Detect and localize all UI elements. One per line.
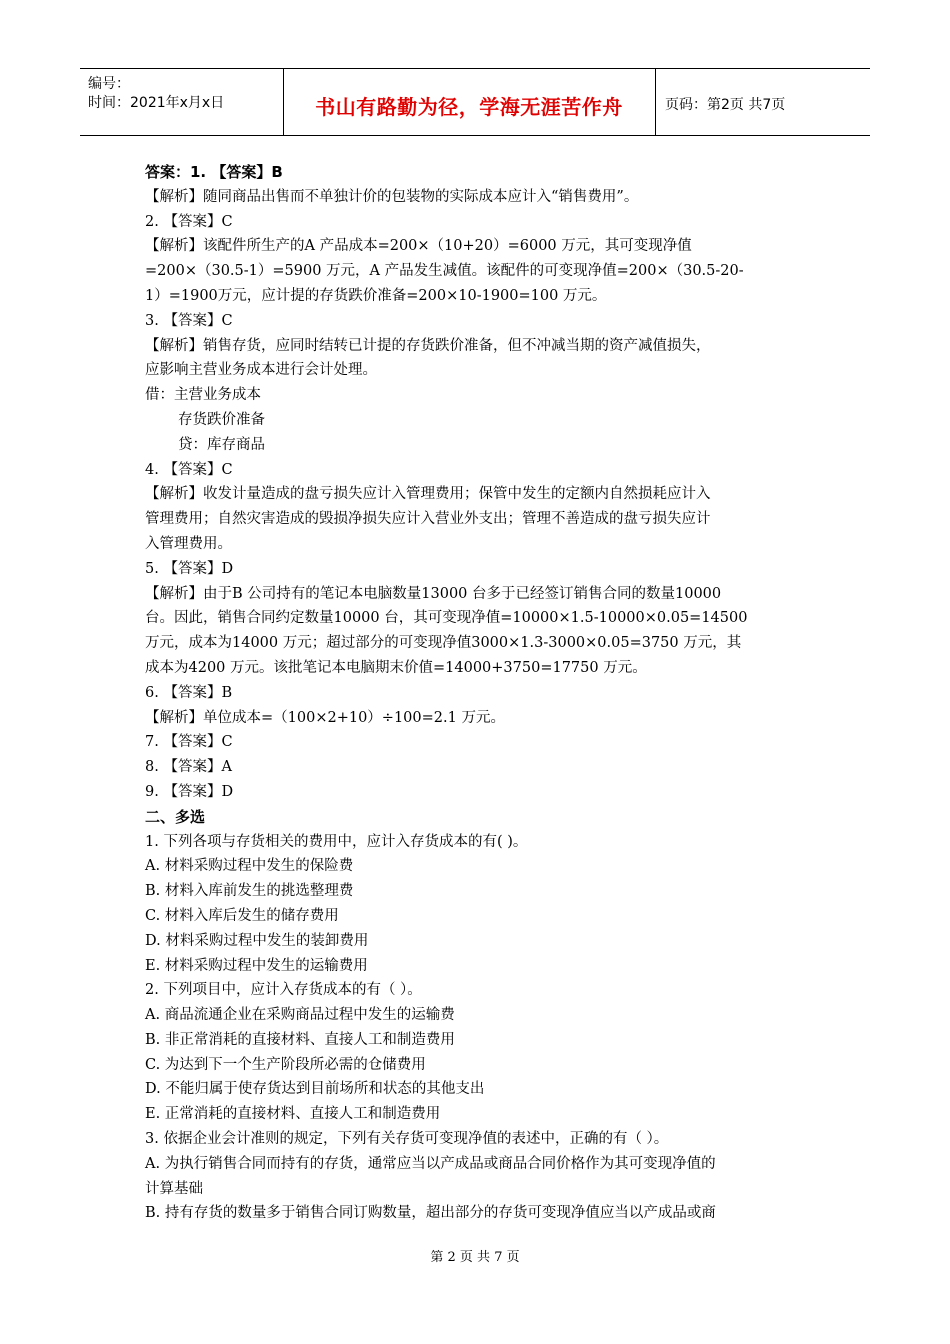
text-line: 万元，成本为14000 万元；超过部分的可变现净值3000×1.3-3000×0.05=3750 万元，其 [145,635,742,652]
text-line: 【解析】由于B 公司持有的笔记本电脑数量13000 台多于已经签订销售合同的数量10000 [145,585,722,602]
text-line: D. 不能归属于使存货达到目前场所和状态的其他支出 [145,1081,485,1098]
text-line: 1. 下列各项与存货相关的费用中，应计入存货成本的有( )。 [145,833,528,850]
header-page-cell [655,69,870,135]
text-line: 答案：1. 【答案】B [145,163,283,181]
text-line: 借：主营业务成本 [145,387,261,404]
text-line: 3. 依据企业会计准则的规定，下列有关存货可变现净值的表述中，正确的有（ ）。 [145,1131,669,1148]
text-line: 【解析】收发计量造成的盘亏损失应计入管理费用；保管中发生的定额内自然损耗应计入 [145,486,711,503]
text-line: 4. 【答案】C [145,461,233,478]
text-line: D. 材料采购过程中发生的装卸费用 [145,932,369,949]
text-line: A. 材料采购过程中发生的保险费 [145,858,354,875]
document-body [145,160,815,1226]
text-line: 8. 【答案】A [145,759,232,776]
text-line: 二、多选 [145,807,206,826]
text-line: B. 材料入库前发生的挑选整理费 [145,883,354,900]
text-line: 2. 【答案】C [145,213,233,230]
text-line: 【解析】销售存货，应同时结转已计提的存货跌价准备，但不冲减当期的资产减值损失， [145,337,711,354]
text-line: 7. 【答案】C [145,734,233,751]
text-line: B. 持有存货的数量多于销售合同订购数量，超出部分的存货可变现净值应当以产成品或商 [145,1205,716,1222]
page-footer: 第 2 页 共 7 页 [430,1250,520,1265]
text-line: 2. 下列项目中，应计入存货成本的有（ ）。 [145,982,422,999]
text-line: 【解析】该配件所生产的A 产品成本=200×（10+20）=6000 万元，其可变现净值 [145,238,692,255]
text-line: 6. 【答案】B [145,684,233,701]
text-line: C. 材料入库后发生的储存费用 [145,907,339,924]
text-line: =200×（30.5-1）=5900 万元，A 产品发生减值。该配件的可变现净值=200×（30.5-20- [145,263,744,280]
text-line: 【解析】单位成本=（100×2+10）÷100=2.1 万元。 [145,709,505,726]
text-line: E. 正常消耗的直接材料、直接人工和制造费用 [145,1106,441,1123]
text-line: 【解析】随同商品出售而不单独计价的包装物的实际成本应计入“销售费用”。 [145,188,639,205]
header-meta [80,69,284,135]
motto-text: 书山有路勤为径，学海无涯苦作舟 [315,95,623,119]
page-header [80,68,870,136]
date-label: 时间：2021年x月x日 [88,95,225,111]
text-line: 3. 【答案】C [145,312,233,329]
text-line: B. 非正常消耗的直接材料、直接人工和制造费用 [145,1031,455,1048]
text-line: A. 为执行销售合同而持有的存货，通常应当以产成品或商品合同价格作为其可变现净值的 [145,1155,716,1172]
text-line: 计算基础 [145,1180,203,1197]
text-line: 成本为4200 万元。该批笔记本电脑期末价值=14000+3750=17750 万元。 [145,659,647,676]
text-line: 管理费用；自然灾害造成的毁损净损失应计入营业外支出；管理不善造成的盘亏损失应计 [145,511,711,528]
text-line: A. 商品流通企业在采购商品过程中发生的运输费 [145,1007,455,1024]
text-line: 应影响主营业务成本进行会计处理。 [145,362,377,379]
text-line: 9. 【答案】D [145,783,234,800]
text-line: 贷：库存商品 [178,436,265,453]
text-line: E. 材料采购过程中发生的运输费用 [145,957,368,974]
text-line: C. 为达到下一个生产阶段所必需的仓储费用 [145,1056,426,1073]
serial-label: 编号： [88,76,130,92]
text-line: 入管理费用。 [145,535,232,552]
page-info: 页码：第2页 共7页 [665,97,786,113]
text-line: 1）=1900万元，应计提的存货跌价准备=200×10-1900=100 万元。 [145,287,607,304]
header-motto-cell [283,69,656,135]
text-line: 5. 【答案】D [145,560,234,577]
text-line: 存货跌价准备 [178,411,265,428]
text-line: 台。因此，销售合同约定数量10000 台，其可变现净值=10000×1.5-10000×0.05=14500 [145,610,748,627]
